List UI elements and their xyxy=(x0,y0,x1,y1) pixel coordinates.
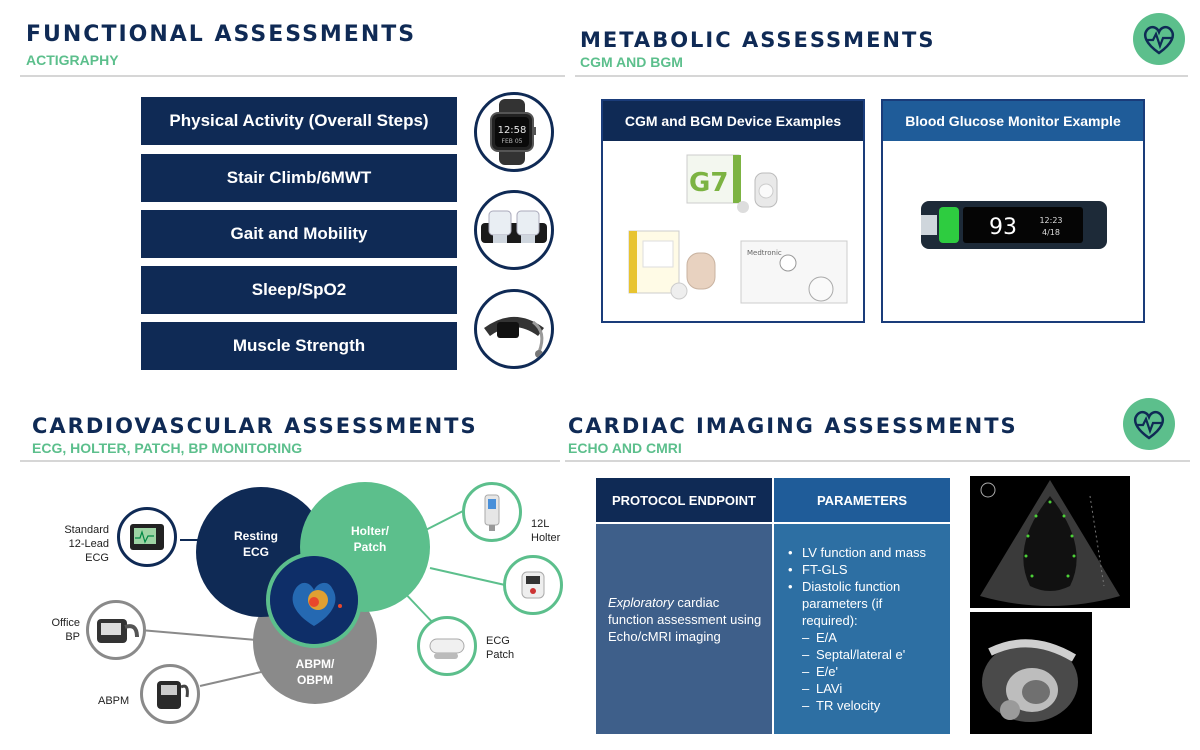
list-item: • FT-GLS xyxy=(788,562,848,577)
gait-device-image xyxy=(474,190,554,270)
list-item: • Diastolic function parameters (if required): xyxy=(788,579,901,628)
cardiovascular-subtitle: ECG, HOLTER, PATCH, BP MONITORING xyxy=(32,440,303,456)
metabolic-subtitle: CGM AND BGM xyxy=(580,54,683,70)
functional-subtitle: ACTIGRAPHY xyxy=(26,52,119,68)
list-item: – E/A xyxy=(802,630,837,645)
imaging-subtitle: ECHO AND CMRI xyxy=(568,440,682,456)
holter-patch-label: Holter/ Patch xyxy=(350,524,389,554)
functional-item-gait: Gait and Mobility xyxy=(141,210,457,258)
cmri-image xyxy=(970,612,1092,734)
parameters-list xyxy=(788,544,942,714)
cgm-bgm-examples-box xyxy=(601,99,865,323)
functional-title: FUNCTIONAL ASSESSMENTS xyxy=(26,22,417,47)
label-abpm: ABPM xyxy=(98,695,130,707)
list-item: – Septal/lateral e' xyxy=(802,647,906,662)
g7-logo: G7 xyxy=(689,168,729,198)
functional-item-sleep: Sleep/SpO2 xyxy=(141,266,457,314)
heart-visual-image xyxy=(266,552,362,648)
bgm-side-1: 12:23 xyxy=(1039,216,1063,225)
label-12l-holter: 12L Holter xyxy=(531,518,561,544)
parameters-cell xyxy=(774,524,950,734)
watch-time: 12:58 xyxy=(497,125,527,136)
endpoint-exploratory: Exploratory xyxy=(608,595,674,610)
holter-12l-device-image xyxy=(462,482,522,542)
abpm-obpm-label: ABPM/ OBPM xyxy=(295,657,335,687)
cgm-devices-image xyxy=(603,141,863,321)
heart-pulse-icon xyxy=(1133,13,1185,65)
heart-pulse-icon xyxy=(1123,398,1175,450)
echo-image xyxy=(970,476,1130,608)
label-ecg-patch: ECG Patch xyxy=(486,635,515,661)
bgm-reading: 93 xyxy=(989,215,1017,240)
office-bp-device-image xyxy=(86,600,146,660)
medtronic-label: Medtronic xyxy=(747,249,782,257)
divider xyxy=(20,75,565,77)
imaging-title: CARDIAC IMAGING ASSESSMENTS xyxy=(568,414,1018,438)
blood-glucose-meter-image xyxy=(883,141,1143,321)
protocol-endpoint-cell xyxy=(596,524,772,734)
list-item: – E/e' xyxy=(802,664,838,679)
cardiovascular-title: CARDIOVASCULAR ASSESSMENTS xyxy=(32,414,478,438)
holter-device-image xyxy=(503,555,563,615)
abpm-device-image xyxy=(140,664,200,724)
bgm-example-box xyxy=(881,99,1145,323)
endpoint-text: cardiac function assessment using Echo/cMRI imaging xyxy=(608,595,762,644)
list-item: • LV function and mass xyxy=(788,545,927,560)
sleep-band-image xyxy=(474,289,554,369)
cgm-bgm-examples-title: CGM and BGM Device Examples xyxy=(603,101,863,141)
metabolic-title: METABOLIC ASSESSMENTS xyxy=(580,28,936,52)
functional-item-physical-activity: Physical Activity (Overall Steps) xyxy=(141,97,457,145)
resting-ecg-label: Resting ECG xyxy=(233,529,278,559)
table-header-protocol-endpoint: PROTOCOL ENDPOINT xyxy=(596,478,772,522)
ecg-patch-device-image xyxy=(417,616,477,676)
divider xyxy=(575,75,1188,77)
functional-item-muscle-strength: Muscle Strength xyxy=(141,322,457,370)
watch-date: FEB 05 xyxy=(501,138,523,145)
ecg-12lead-device-image xyxy=(117,507,177,567)
functional-item-stair-climb: Stair Climb/6MWT xyxy=(141,154,457,202)
label-office-bp: Office BP xyxy=(51,617,80,643)
smartwatch-image xyxy=(474,92,554,172)
list-item: – TR velocity xyxy=(802,698,881,713)
bgm-example-title: Blood Glucose Monitor Example xyxy=(883,101,1143,141)
bgm-side-2: 4/18 xyxy=(1042,228,1060,237)
divider xyxy=(20,460,560,462)
list-item: – LAVi xyxy=(802,681,843,696)
divider xyxy=(565,460,1190,462)
label-12lead-ecg: Standard 12-Lead ECG xyxy=(64,524,109,564)
table-header-parameters: PARAMETERS xyxy=(774,478,950,522)
